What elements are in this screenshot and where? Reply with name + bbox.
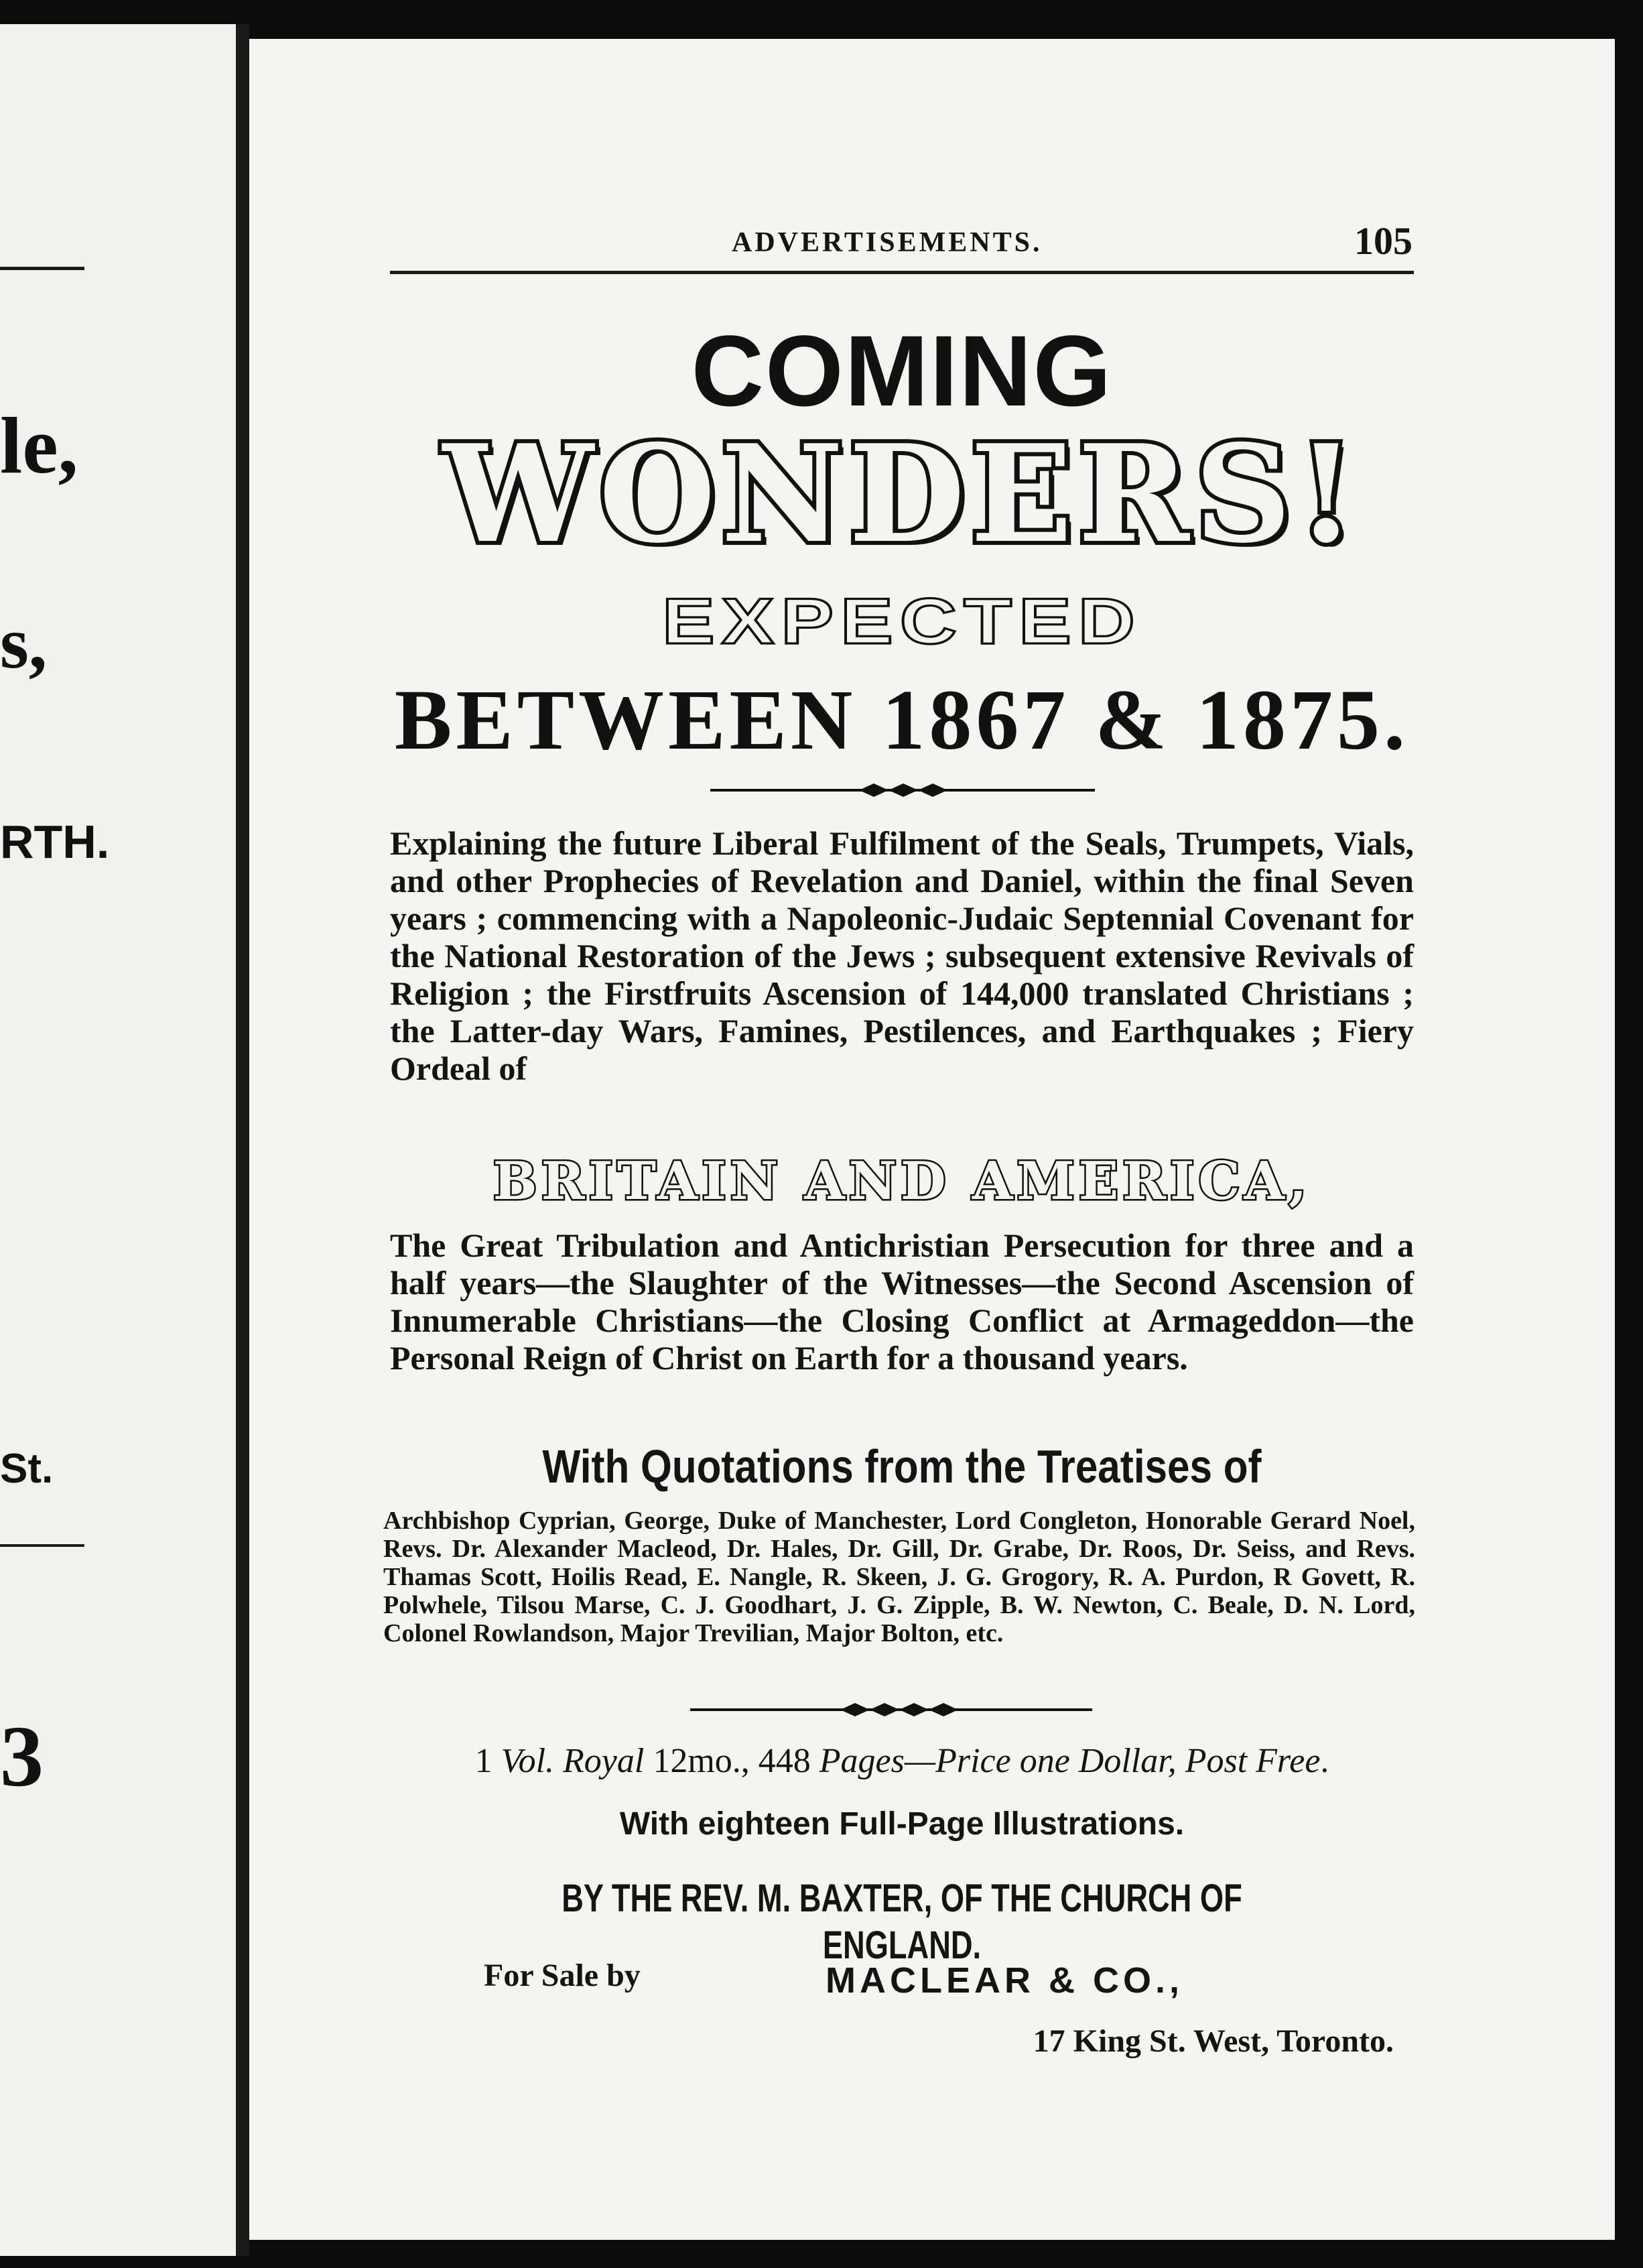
quoted-authors-list: Archbishop Cyprian, George, Duke of Manchester, Lord Congleton, Honorable Gerard Noel, Revs. Dr. Alexander Macleod, Dr. Hales, Dr. Gill, Dr. Grabe, Dr. Roos, Dr. Seiss, and Revs. Thamas Scott, Hoilis Read, E. Nangle, R. Skeen, J. G. Grogory, R. A. Purdon, R Govett, R. Polwhele, Tilsou Marse, C. J. Goodhart, J. G. Zipple, B. W. Newton, C. Beale, D. N. Lord, Colonel Rowlandson, Major Trevilian, Major Bolton, etc. — [383, 1507, 1415, 1647]
ornamental-divider — [390, 780, 1414, 800]
facing-page-rule — [0, 267, 84, 270]
price-amount: Pages—Price one Dollar, Post Free — [819, 1742, 1321, 1780]
price-prefix: 1 — [474, 1742, 501, 1780]
britain-and-america-heading: BRITAIN AND AMERICA, — [492, 1151, 1311, 1212]
facing-page-fragment: St. — [0, 1446, 54, 1492]
ornamental-divider — [390, 1700, 1414, 1720]
price-volume: Vol. Royal — [501, 1742, 645, 1780]
facing-page-fragment: 3 — [0, 1708, 44, 1805]
running-header — [390, 212, 1414, 272]
publisher-address: 17 King St. West, Toronto. — [1033, 2023, 1394, 2059]
quotations-heading: With Quotations from the Treatises of — [542, 1440, 1262, 1493]
facing-page-edge — [0, 24, 236, 2256]
for-sale-label: For Sale by — [484, 1958, 641, 1993]
price-format: 12mo., 448 — [644, 1742, 819, 1780]
headline-wonders: WONDERS! — [443, 416, 1361, 573]
headline-coming: COMING — [691, 314, 1113, 427]
author-line: BY THE REV. M. BAXTER, OF THE CHURCH OF ENGLAND. — [562, 1877, 1242, 1967]
page-number: 105 — [1354, 219, 1412, 263]
advertisement-page — [249, 39, 1615, 2240]
description-paragraph: Explaining the future Liberal Fulfilment of the Seals, Trumpets, Vials, and other Prophecies of Revelation and Daniel, within the final Seven years ; commencing with a Napoleonic-Judaic Septennial Covenant for the National Restoration of the Jews ; subsequent extensive Revivals of Religion ; the Firstfruits Ascension of 144,000 translated Christians ; the Latter-day Wars, Famines, Pestilences, and Earthquakes ; Fiery Ordeal of — [390, 824, 1414, 1087]
price-line — [390, 1741, 1414, 1781]
facing-page-fragment: s, — [0, 602, 48, 684]
facing-page-fragment: le, — [0, 401, 78, 490]
facing-page-fragment: RTH. — [0, 816, 110, 868]
facing-page-rule — [0, 1544, 84, 1547]
price-suffix: . — [1320, 1742, 1329, 1780]
running-header-title: ADVERTISEMENTS. — [732, 227, 1043, 258]
tribulation-paragraph: The Great Tribulation and Antichristian Persecution for three and a half years—the Slaughter of the Witnesses—the Second Ascension of Innumerable Christians—the Closing Conflict at Armageddon—the Personal Reign of Christ on Earth for a thousand years. — [390, 1226, 1414, 1377]
headline-dates: BETWEEN 1867 & 1875. — [395, 672, 1409, 767]
headline-expected: EXPECTED — [661, 584, 1142, 658]
page-gutter — [236, 24, 249, 2256]
illustrations-note: With eighteen Full-Page Illustrations. — [619, 1806, 1185, 1842]
publisher-name: MACLEAR & CO., — [826, 1960, 1183, 2001]
header-rule — [390, 271, 1414, 274]
